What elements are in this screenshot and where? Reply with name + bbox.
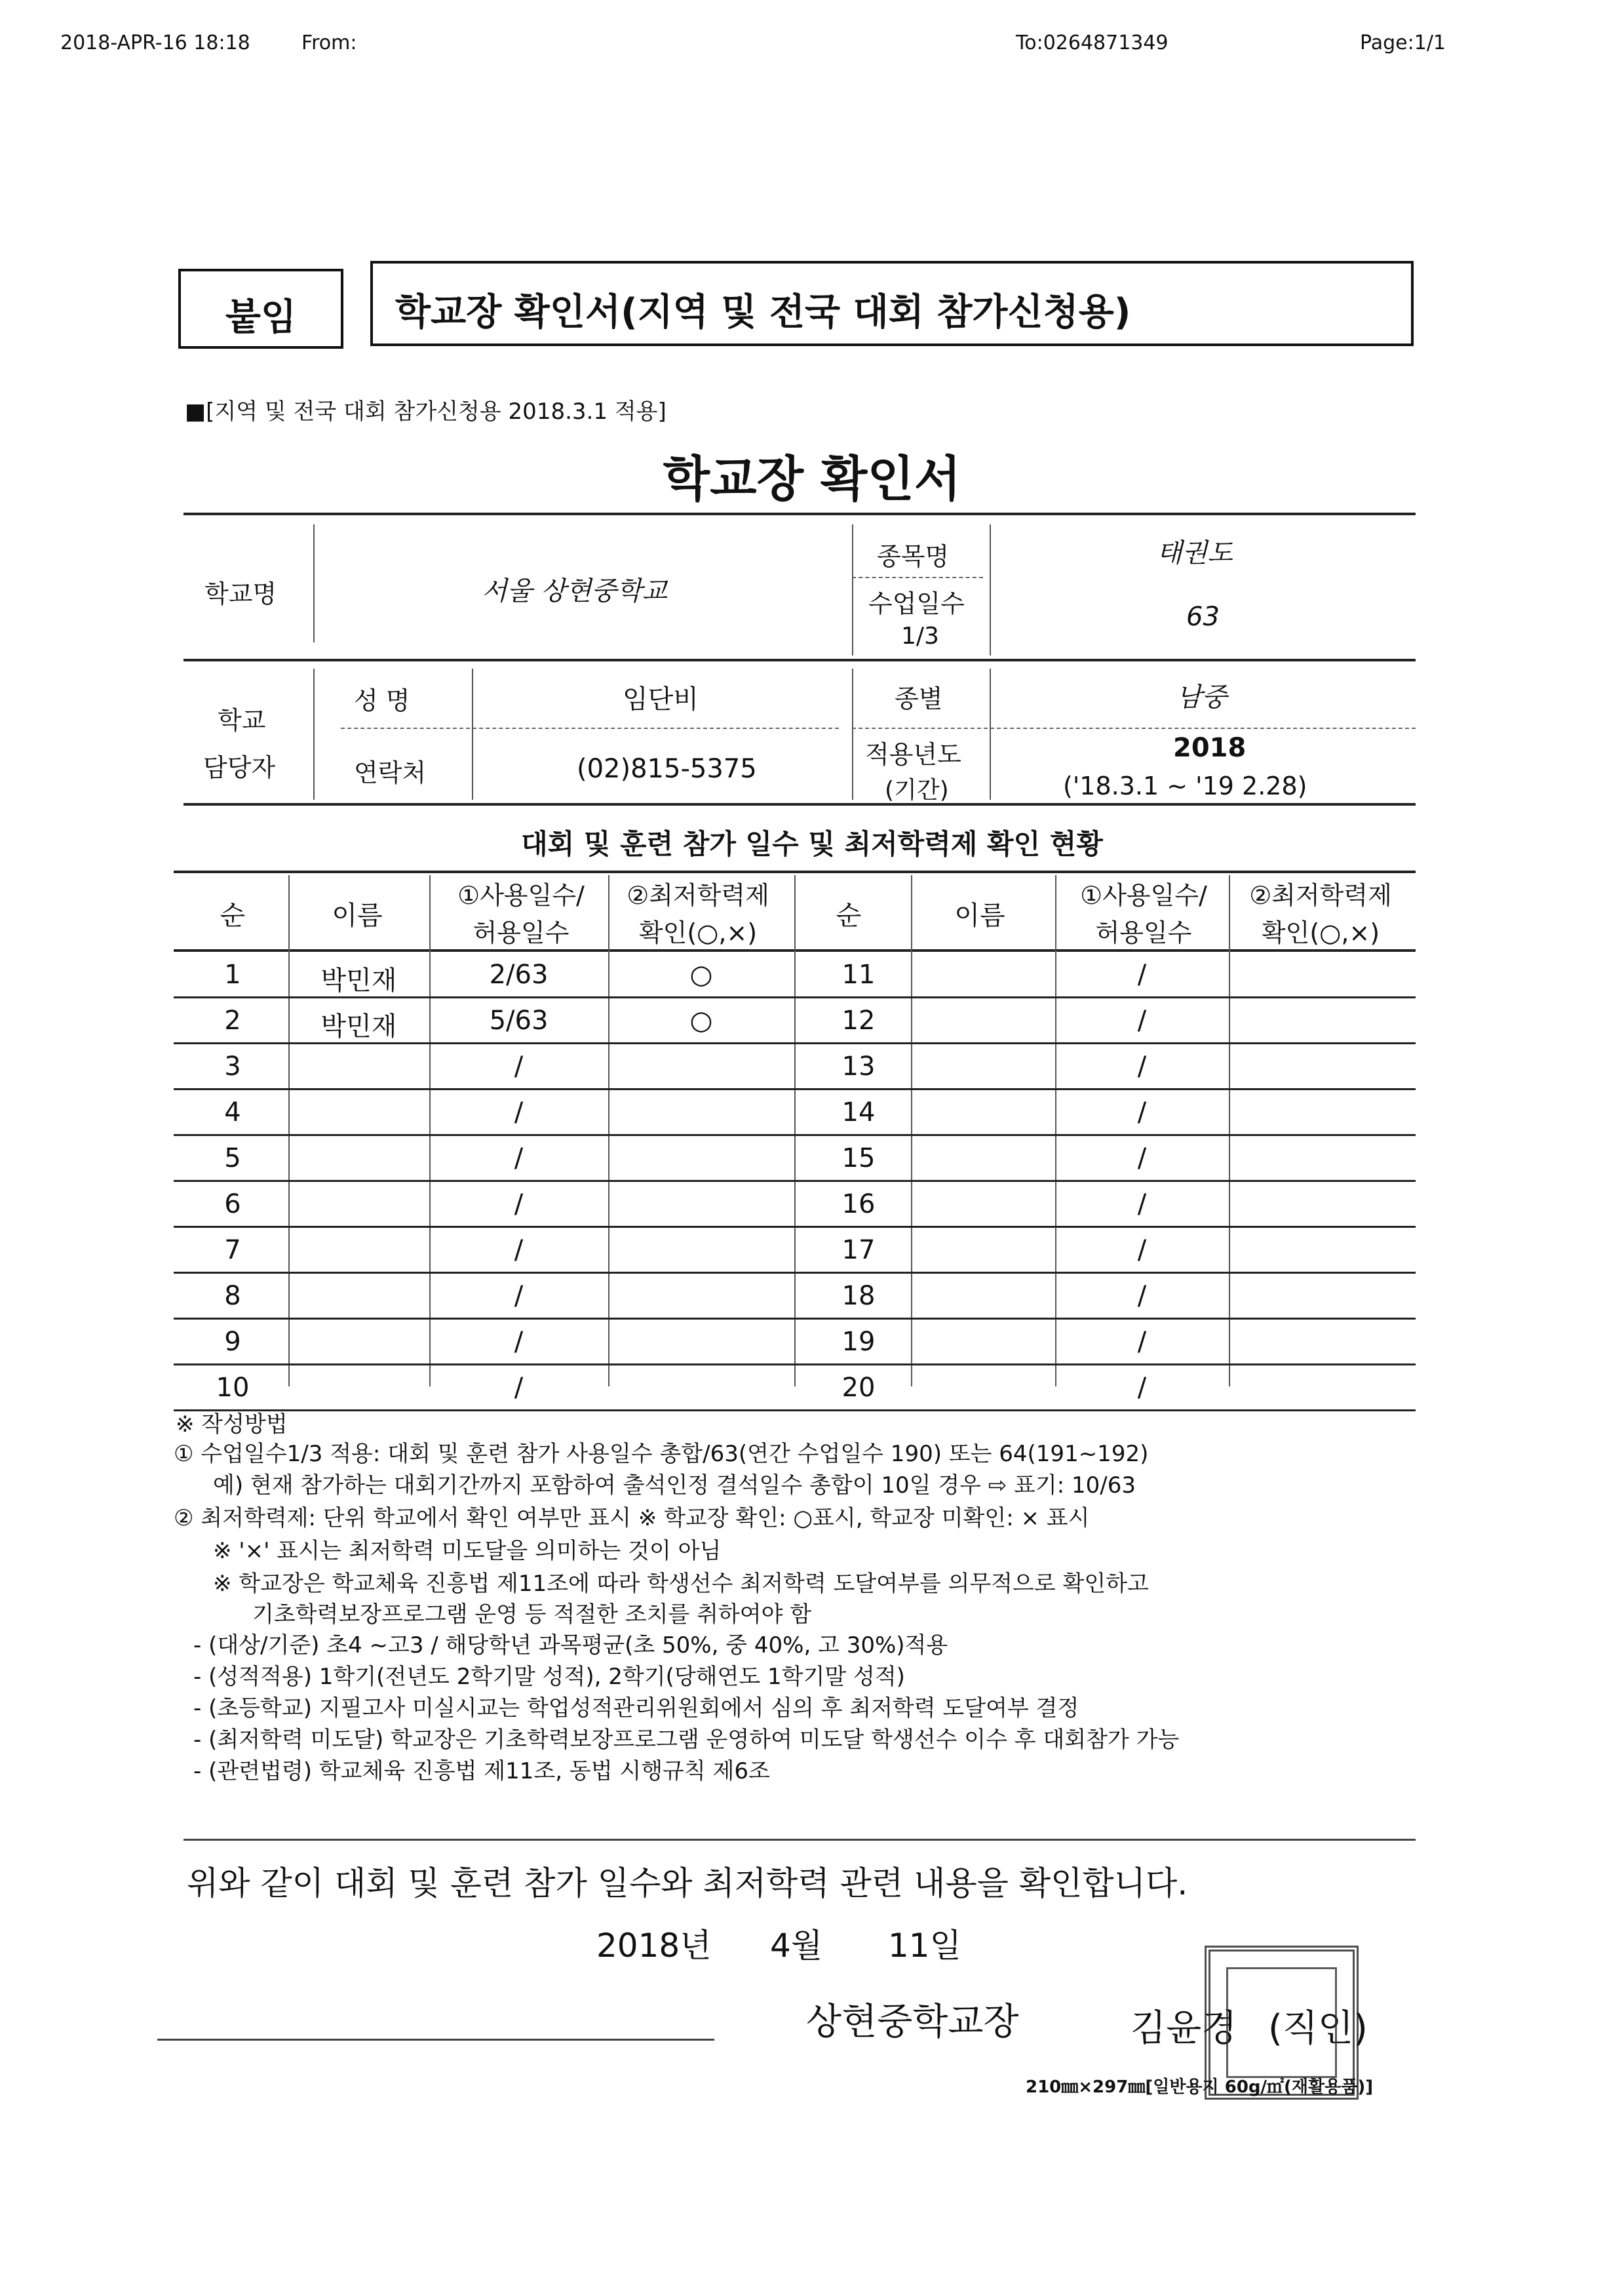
note-line: - (관련법령) 학교체육 진흥법 제11조, 동법 시행규칙 제6조	[193, 1758, 770, 1784]
fax-to: To:0264871349	[1016, 31, 1169, 54]
info-inner-dash-right	[852, 728, 1416, 729]
row-rule	[794, 1134, 1416, 1136]
footer-rule	[157, 2039, 714, 2041]
info-inner-dash	[341, 728, 839, 729]
row-rule	[174, 1180, 794, 1182]
attachment-label-box	[178, 269, 343, 349]
row-rule	[174, 1318, 794, 1320]
class-days-sub: 1/3	[901, 623, 939, 650]
section-title: 대회 및 훈련 참가 일수 및 최저학력제 확인 현황	[521, 828, 1103, 860]
attachment-label: 붙임	[225, 296, 297, 339]
row-days-cell: /	[1137, 960, 1147, 990]
row-no-cell: 20	[841, 1373, 876, 1403]
school-label: 학교명	[204, 579, 277, 608]
school-value: 서울 상현중학교	[482, 576, 668, 606]
date-month: 4월	[770, 1927, 823, 1965]
row-rule	[794, 1363, 1416, 1365]
row-no-cell: 1	[224, 960, 241, 990]
header-days-line1: ①사용일수/	[457, 881, 585, 910]
info-top-rule	[184, 513, 1416, 515]
category-label: 종별	[895, 684, 943, 713]
row-no-cell: 10	[216, 1373, 250, 1403]
note-line: 기초학력보장프로그램 운영 등 적절한 조치를 취하여야 함	[252, 1601, 812, 1628]
info-divider	[852, 524, 853, 656]
row-rule	[794, 1042, 1416, 1044]
row-no-cell: 9	[224, 1327, 241, 1357]
class-days-label: 수업일수	[868, 589, 965, 618]
row-rule	[174, 1272, 794, 1274]
row-check-cell: ○	[689, 960, 713, 990]
manager-label-line2: 담당자	[203, 753, 276, 782]
row-no-cell: 8	[224, 1281, 241, 1311]
row-days-cell: /	[514, 1327, 524, 1357]
row-rule	[794, 1226, 1416, 1228]
row-name-cell: 박민재	[320, 966, 397, 996]
info-divider	[313, 669, 315, 800]
row-no-cell: 13	[841, 1051, 876, 1082]
col-divider	[608, 875, 609, 1386]
info-inner-dash-sport	[852, 577, 983, 578]
row-rule	[174, 1226, 794, 1228]
header-min-right-line2: 확인(○,×)	[1261, 918, 1380, 947]
row-no-cell: 6	[224, 1189, 241, 1219]
fax-from: From:	[301, 31, 357, 54]
header-days-line2: 허용일수	[473, 918, 570, 947]
header-days-right-line1: ①사용일수/	[1080, 881, 1207, 910]
row-days-cell: /	[514, 1373, 524, 1403]
signer-seal-note: (직인)	[1268, 2007, 1368, 2050]
row-no-cell: 14	[841, 1097, 876, 1128]
header-no: 순	[220, 901, 246, 931]
name-value: 임단비	[623, 684, 699, 715]
row-no-cell: 12	[841, 1006, 876, 1036]
note-line: - (대상/기준) 초4 ~고3 / 해당학년 과목평균(초 50%, 중 40%, 고 30%)적용	[193, 1632, 948, 1658]
row-rule	[794, 1180, 1416, 1182]
info-divider	[990, 669, 991, 800]
note-line: ① 수업일수1/3 적용: 대회 및 훈련 참가 사용일수 총합/63(연간 수업일수 190) 또는 64(191~192)	[174, 1441, 1149, 1467]
row-rule	[174, 1088, 794, 1090]
col-divider	[288, 875, 290, 1386]
name-label: 성 명	[354, 686, 410, 715]
year-value: 2018	[1173, 733, 1247, 763]
note-line: ② 최저학력제: 단위 학교에서 확인 여부만 표시 ※ 학교장 확인: ○표시, 학교장 미확인: × 표시	[174, 1505, 1090, 1531]
row-days-cell: /	[1137, 1143, 1147, 1173]
row-no-cell: 19	[841, 1327, 876, 1357]
year-period: ('18.3.1 ~ '19 2.28)	[1063, 772, 1307, 800]
info-bottom-rule	[184, 803, 1416, 806]
paper-spec: 210㎜×297㎜[일반용지 60g/㎡(재활용품)]	[1026, 2077, 1374, 2097]
row-days-cell: /	[1137, 1327, 1147, 1357]
info-divider	[852, 669, 853, 800]
row-days-cell: /	[1137, 1281, 1147, 1311]
row-rule	[174, 996, 794, 998]
row-rule	[174, 1134, 794, 1136]
row-rule	[794, 1272, 1416, 1274]
notes-heading: ※ 작성방법	[176, 1411, 288, 1438]
row-rule	[174, 1042, 794, 1044]
contact-label: 연락처	[354, 758, 427, 787]
row-no-cell: 5	[224, 1143, 241, 1173]
row-days-cell: /	[514, 1281, 524, 1311]
row-days-cell: /	[514, 1235, 524, 1265]
form-note: ■[지역 및 전국 대회 참가신청용 2018.3.1 적용]	[185, 399, 667, 425]
sport-value: 태권도	[1157, 538, 1233, 568]
header-min-line2: 확인(○,×)	[638, 918, 758, 947]
col-divider	[911, 875, 912, 1386]
row-days-cell: /	[1137, 1051, 1147, 1082]
table-top-rule	[174, 871, 1416, 873]
row-no-cell: 2	[224, 1006, 241, 1036]
doc-title: 학교장 확인서	[663, 451, 961, 507]
info-mid-rule	[184, 659, 1416, 661]
signer-name: 김윤경	[1131, 2007, 1237, 2050]
note-line: 예) 현재 참가하는 대회기간까지 포함하여 출석인정 결석일수 총합이 10일 경우 ⇨ 표기: 10/63	[213, 1472, 1136, 1499]
note-line: ※ '×' 표시는 최저학력 미도달을 의미하는 것이 아님	[213, 1538, 722, 1564]
row-no-cell: 11	[841, 960, 876, 990]
row-no-cell: 3	[224, 1051, 241, 1082]
attachment-title-box	[370, 261, 1414, 346]
note-line: - (최저학력 미도달) 학교장은 기초학력보장프로그램 운영하여 미도달 학생선수 이수 후 대회참가 가능	[193, 1727, 1180, 1753]
confirm-sentence: 위와 같이 대회 및 훈련 참가 일수와 최저학력 관련 내용을 확인합니다.	[187, 1864, 1188, 1902]
row-days-cell: 2/63	[489, 960, 549, 990]
row-days-cell: /	[1137, 1235, 1147, 1265]
row-days-cell: /	[514, 1189, 524, 1219]
header-name: 이름	[332, 901, 383, 931]
row-days-cell: /	[1137, 1373, 1147, 1403]
row-no-cell: 18	[841, 1281, 876, 1311]
year-label: 적용년도	[865, 740, 961, 769]
header-no-right: 순	[836, 901, 862, 931]
header-min-line1: ②최저학력제	[627, 881, 769, 910]
row-days-cell: /	[1137, 1189, 1147, 1219]
date-year: 2018년	[596, 1927, 712, 1965]
row-rule	[794, 1088, 1416, 1090]
row-days-cell: /	[514, 1051, 524, 1082]
row-days-cell: /	[1137, 1006, 1147, 1036]
year-sub: (기간)	[885, 777, 949, 804]
notes-bottom-rule	[184, 1839, 1416, 1841]
info-divider	[472, 669, 473, 800]
attachment-title: 학교장 확인서(지역 및 전국 대회 참가신청용)	[395, 291, 1131, 334]
row-rule	[174, 1363, 794, 1365]
header-name-right: 이름	[954, 901, 1005, 931]
row-check-cell: ○	[689, 1006, 713, 1036]
row-rule	[794, 1318, 1416, 1320]
contact-value: (02)815-5375	[577, 754, 757, 784]
date-day: 11일	[888, 1927, 961, 1965]
row-name-cell: 박민재	[320, 1011, 397, 1042]
header-days-right-line2: 허용일수	[1095, 918, 1192, 947]
category-value: 남중	[1176, 682, 1228, 713]
info-divider	[313, 524, 315, 642]
row-no-cell: 15	[841, 1143, 876, 1173]
note-line: - (성적적용) 1학기(전년도 2학기말 성적), 2학기(당해연도 1학기말 성적)	[193, 1664, 905, 1690]
col-divider	[794, 875, 796, 1386]
manager-label-line1: 학교	[218, 706, 266, 735]
col-divider	[1229, 875, 1230, 1386]
info-divider	[990, 524, 991, 656]
sport-label: 종목명	[877, 542, 950, 571]
row-no-cell: 16	[841, 1189, 876, 1219]
row-no-cell: 17	[841, 1235, 876, 1265]
class-days-value: 63	[1186, 602, 1220, 632]
note-line: - (초등학교) 지필고사 미실시교는 학업성적관리위원회에서 심의 후 최저학력 도달여부 결정	[193, 1695, 1079, 1721]
row-days-cell: /	[514, 1143, 524, 1173]
row-rule	[794, 996, 1416, 998]
row-rule	[794, 1409, 1416, 1411]
fax-page: Page:1/1	[1360, 31, 1446, 54]
row-no-cell: 7	[224, 1235, 241, 1265]
row-days-cell: /	[1137, 1097, 1147, 1128]
note-line: ※ 학교장은 학교체육 진흥법 제11조에 따라 학생선수 최저학력 도달여부를 의무적으로 확인하고	[213, 1571, 1149, 1597]
row-no-cell: 4	[224, 1097, 241, 1128]
row-days-cell: 5/63	[489, 1006, 549, 1036]
row-days-cell: /	[514, 1097, 524, 1128]
fax-datetime: 2018-APR-16 18:18	[60, 31, 250, 54]
signer-title: 상현중학교장	[806, 2001, 1019, 2043]
header-min-right-line1: ②최저학력제	[1249, 881, 1392, 910]
